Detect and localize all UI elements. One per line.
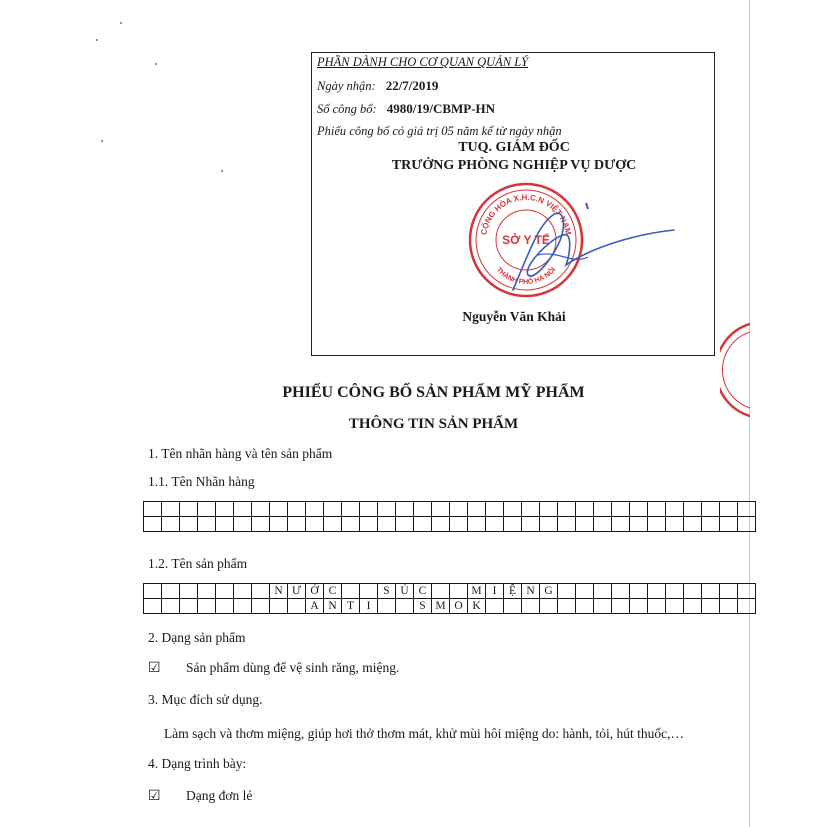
scan-speck bbox=[96, 39, 98, 41]
section-1-1-heading: 1.1. Tên Nhãn hàng bbox=[148, 474, 255, 489]
approver-title: TUQ. GIÁM ĐỐC bbox=[458, 140, 570, 155]
grid-cell bbox=[216, 584, 234, 599]
grid-cell bbox=[612, 502, 630, 517]
grid-cell bbox=[702, 517, 720, 532]
grid-cell bbox=[378, 599, 396, 614]
section-4-option bbox=[148, 788, 252, 805]
brand-grid-row bbox=[144, 517, 756, 532]
grid-cell bbox=[252, 502, 270, 517]
grid-cell bbox=[216, 599, 234, 614]
grid-cell: Ớ bbox=[306, 584, 324, 599]
grid-cell bbox=[396, 502, 414, 517]
grid-cell bbox=[432, 502, 450, 517]
grid-cell: T bbox=[342, 599, 360, 614]
grid-cell bbox=[558, 599, 576, 614]
grid-cell bbox=[360, 584, 378, 599]
section-2-heading: 2. Dạng sản phẩm bbox=[148, 630, 246, 645]
grid-cell: N bbox=[522, 584, 540, 599]
grid-cell bbox=[576, 584, 594, 599]
validity-note: Phiếu công bố có giá trị 05 năm kể từ ngày nhận bbox=[317, 124, 562, 138]
section-3-heading: 3. Mục đích sử dụng. bbox=[148, 692, 263, 707]
grid-cell bbox=[450, 517, 468, 532]
grid-cell bbox=[324, 502, 342, 517]
grid-cell bbox=[684, 502, 702, 517]
grid-cell bbox=[198, 599, 216, 614]
grid-cell bbox=[270, 599, 288, 614]
grid-cell bbox=[144, 599, 162, 614]
grid-cell bbox=[180, 517, 198, 532]
grid-cell bbox=[378, 502, 396, 517]
grid-cell bbox=[558, 502, 576, 517]
svg-text:THÀNH PHỐ HÀ NỘI: THÀNH PHỐ HÀ NỘI bbox=[494, 266, 558, 287]
grid-cell: O bbox=[450, 599, 468, 614]
grid-cell bbox=[486, 502, 504, 517]
grid-cell bbox=[198, 517, 216, 532]
grid-cell: N bbox=[270, 584, 288, 599]
brand-grid-row bbox=[144, 502, 756, 517]
grid-cell bbox=[414, 517, 432, 532]
grid-cell bbox=[252, 599, 270, 614]
grid-cell: Ệ bbox=[504, 584, 522, 599]
grid-cell bbox=[576, 517, 594, 532]
scan-speck bbox=[155, 63, 157, 65]
grid-cell bbox=[504, 502, 522, 517]
grid-cell bbox=[252, 584, 270, 599]
grid-cell: M bbox=[468, 584, 486, 599]
grid-cell bbox=[504, 599, 522, 614]
grid-cell bbox=[666, 517, 684, 532]
grid-cell bbox=[234, 584, 252, 599]
received-date-row bbox=[317, 77, 438, 95]
grid-cell bbox=[684, 517, 702, 532]
partial-seal-stamp bbox=[720, 320, 750, 420]
grid-cell bbox=[378, 517, 396, 532]
grid-cell bbox=[288, 502, 306, 517]
section-3-value: Làm sạch và thơm miệng, giúp hơi thở thơm mát, khử mùi hôi miệng do: hành, tỏi, hút thuốc,… bbox=[164, 726, 684, 741]
grid-cell bbox=[342, 517, 360, 532]
grid-cell bbox=[666, 584, 684, 599]
admin-heading: PHẦN DÀNH CHO CƠ QUAN QUẢN LÝ bbox=[317, 55, 529, 69]
grid-cell bbox=[450, 502, 468, 517]
grid-cell bbox=[522, 599, 540, 614]
grid-cell bbox=[594, 517, 612, 532]
grid-cell: K bbox=[468, 599, 486, 614]
grid-cell bbox=[306, 502, 324, 517]
grid-cell bbox=[594, 502, 612, 517]
grid-cell bbox=[540, 599, 558, 614]
scan-speck bbox=[120, 22, 122, 24]
number-value: 4980/19/CBMP-HN bbox=[386, 101, 496, 116]
grid-cell: G bbox=[540, 584, 558, 599]
grid-cell bbox=[162, 599, 180, 614]
approver-department: TRƯỞNG PHÒNG NGHIỆP VỤ DƯỢC bbox=[391, 158, 637, 173]
scan-speck bbox=[101, 140, 103, 142]
handwritten-signature bbox=[478, 192, 678, 305]
grid-cell bbox=[144, 502, 162, 517]
grid-cell bbox=[702, 599, 720, 614]
document-subtitle: THÔNG TIN SẢN PHẨM bbox=[348, 416, 519, 432]
document-title: PHIẾU CÔNG BỐ SẢN PHẨM MỸ PHẨM bbox=[282, 384, 585, 401]
grid-cell bbox=[738, 517, 756, 532]
grid-cell bbox=[270, 502, 288, 517]
product-grid-row bbox=[144, 599, 756, 614]
grid-cell bbox=[270, 517, 288, 532]
grid-cell bbox=[702, 502, 720, 517]
grid-cell: S bbox=[378, 584, 396, 599]
grid-cell bbox=[594, 584, 612, 599]
grid-cell bbox=[612, 584, 630, 599]
grid-cell bbox=[342, 502, 360, 517]
grid-cell: A bbox=[306, 599, 324, 614]
grid-cell bbox=[720, 584, 738, 599]
grid-cell bbox=[684, 599, 702, 614]
grid-cell bbox=[162, 502, 180, 517]
grid-cell bbox=[720, 517, 738, 532]
grid-cell: N bbox=[324, 599, 342, 614]
grid-cell bbox=[342, 584, 360, 599]
grid-cell bbox=[486, 599, 504, 614]
grid-cell: I bbox=[486, 584, 504, 599]
section-2-value: Sản phẩm dùng để vệ sinh răng, miệng. bbox=[186, 660, 400, 675]
section-4-value: Dạng đơn lẻ bbox=[186, 788, 253, 803]
grid-cell bbox=[288, 599, 306, 614]
grid-cell bbox=[720, 599, 738, 614]
grid-cell: I bbox=[360, 599, 378, 614]
grid-cell bbox=[360, 502, 378, 517]
product-grid-row bbox=[144, 584, 756, 599]
grid-cell bbox=[144, 517, 162, 532]
grid-cell bbox=[576, 502, 594, 517]
grid-cell bbox=[666, 502, 684, 517]
grid-cell bbox=[198, 502, 216, 517]
grid-cell bbox=[522, 517, 540, 532]
grid-cell bbox=[738, 502, 756, 517]
scan-speck bbox=[221, 170, 223, 172]
grid-cell: Ú bbox=[396, 584, 414, 599]
svg-text:SỞ Y TẾ: SỞ Y TẾ bbox=[502, 233, 550, 247]
product-name-grid bbox=[143, 583, 756, 614]
grid-cell bbox=[558, 584, 576, 599]
received-label: Ngày nhận: bbox=[317, 79, 376, 93]
grid-cell bbox=[450, 584, 468, 599]
grid-cell bbox=[738, 584, 756, 599]
grid-cell bbox=[198, 584, 216, 599]
grid-cell bbox=[630, 517, 648, 532]
announcement-number-row bbox=[317, 100, 495, 118]
grid-cell bbox=[666, 599, 684, 614]
grid-cell: C bbox=[324, 584, 342, 599]
grid-cell bbox=[486, 517, 504, 532]
checked-box-icon: ☑ bbox=[148, 789, 161, 804]
grid-cell bbox=[648, 599, 666, 614]
grid-cell bbox=[252, 517, 270, 532]
grid-cell bbox=[468, 517, 486, 532]
grid-cell bbox=[684, 584, 702, 599]
grid-cell bbox=[144, 584, 162, 599]
grid-cell bbox=[594, 599, 612, 614]
grid-cell bbox=[306, 517, 324, 532]
grid-cell bbox=[162, 517, 180, 532]
section-4-heading: 4. Dạng trình bày: bbox=[148, 756, 247, 771]
number-label: Số công bố: bbox=[317, 102, 377, 116]
grid-cell bbox=[360, 517, 378, 532]
grid-cell bbox=[612, 517, 630, 532]
grid-cell bbox=[468, 502, 486, 517]
grid-cell bbox=[216, 517, 234, 532]
brand-name-grid bbox=[143, 501, 756, 532]
grid-cell bbox=[702, 584, 720, 599]
grid-cell bbox=[180, 502, 198, 517]
grid-cell: C bbox=[414, 584, 432, 599]
grid-cell bbox=[630, 599, 648, 614]
grid-cell bbox=[396, 517, 414, 532]
grid-cell bbox=[504, 517, 522, 532]
grid-cell bbox=[648, 517, 666, 532]
grid-cell bbox=[216, 502, 234, 517]
grid-cell bbox=[720, 502, 738, 517]
section-1-heading: 1. Tên nhãn hàng và tên sản phẩm bbox=[148, 446, 333, 461]
grid-cell: Ư bbox=[288, 584, 306, 599]
grid-cell bbox=[630, 584, 648, 599]
grid-cell bbox=[180, 599, 198, 614]
grid-cell bbox=[180, 584, 198, 599]
grid-cell bbox=[396, 599, 414, 614]
grid-cell bbox=[162, 584, 180, 599]
grid-cell bbox=[522, 502, 540, 517]
section-1-2-heading: 1.2. Tên sản phẩm bbox=[148, 556, 248, 571]
grid-cell bbox=[432, 584, 450, 599]
grid-cell bbox=[612, 599, 630, 614]
grid-cell bbox=[288, 517, 306, 532]
grid-cell bbox=[234, 502, 252, 517]
signer-name: Nguyễn Văn Khải bbox=[462, 309, 566, 324]
grid-cell bbox=[234, 599, 252, 614]
grid-cell bbox=[738, 599, 756, 614]
grid-cell bbox=[432, 517, 450, 532]
section-2-option bbox=[148, 660, 399, 677]
grid-cell: M bbox=[432, 599, 450, 614]
grid-cell bbox=[234, 517, 252, 532]
grid-cell bbox=[540, 502, 558, 517]
grid-cell bbox=[648, 584, 666, 599]
received-value: 22/7/2019 bbox=[385, 78, 439, 93]
grid-cell bbox=[558, 517, 576, 532]
grid-cell: S bbox=[414, 599, 432, 614]
grid-cell bbox=[630, 502, 648, 517]
grid-cell bbox=[576, 599, 594, 614]
grid-cell bbox=[414, 502, 432, 517]
checked-box-icon: ☑ bbox=[148, 661, 161, 676]
svg-text:CỘNG HÒA X.H.C.N VIỆT NAM: CỘNG HÒA X.H.C.N VIỆT NAM bbox=[479, 192, 573, 236]
grid-cell bbox=[324, 517, 342, 532]
grid-cell bbox=[540, 517, 558, 532]
grid-cell bbox=[648, 502, 666, 517]
